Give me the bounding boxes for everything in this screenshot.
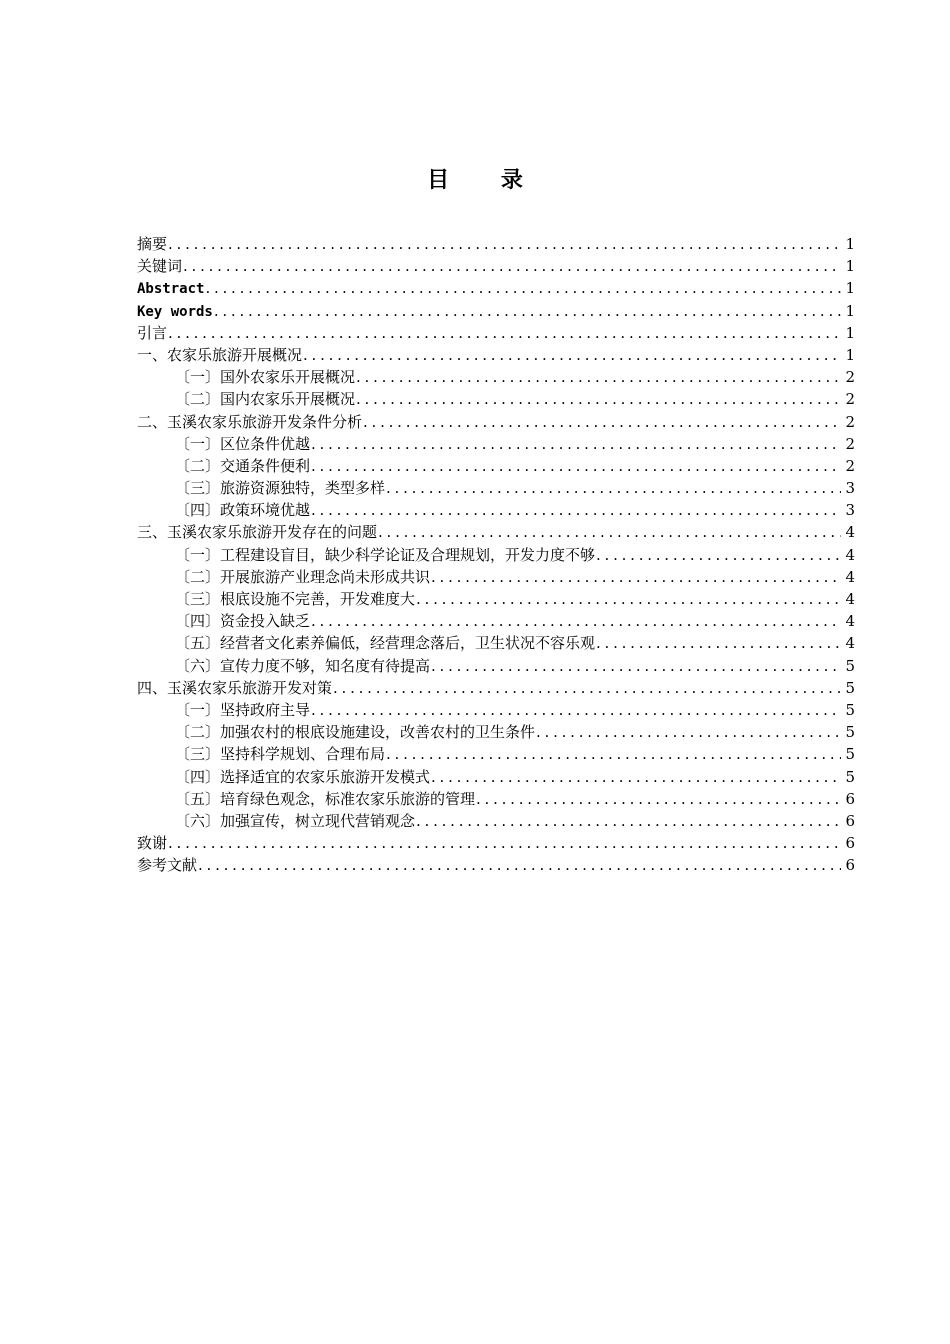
- toc-entry[interactable]: [137, 499, 855, 521]
- toc-dot-leader: [303, 344, 841, 366]
- toc-title: 目 录: [427, 168, 545, 193]
- toc-entry[interactable]: [137, 766, 855, 788]
- toc-entry-page-number: 1: [845, 323, 855, 342]
- toc-entry-page-number: 5: [845, 745, 855, 764]
- toc-dot-leader: [214, 300, 842, 322]
- toc-entry-page-number: 5: [845, 767, 855, 786]
- toc-entry[interactable]: [137, 544, 855, 566]
- toc-dot-leader: [168, 233, 841, 255]
- toc-entry-page-number: 4: [845, 634, 855, 653]
- toc-entry-label: 〔二〕加强农村的根底设施建设，改善农村的卫生条件: [175, 723, 536, 742]
- toc-entry-label: 关键词: [137, 257, 183, 276]
- toc-dot-leader: [333, 677, 841, 699]
- toc-entry[interactable]: [137, 344, 855, 366]
- toc-dot-leader: [356, 366, 841, 388]
- toc-entry-label: 〔四〕选择适宜的农家乐旅游开发模式: [175, 767, 431, 786]
- toc-entry-label: 四、玉溪农家乐旅游开发对策: [137, 678, 333, 697]
- toc-dot-leader: [378, 521, 841, 543]
- toc-entry[interactable]: [137, 721, 855, 743]
- toc-entry[interactable]: [137, 277, 855, 299]
- toc-dot-leader: [198, 854, 841, 876]
- toc-list: [137, 233, 855, 876]
- toc-entry[interactable]: [137, 255, 855, 277]
- toc-dot-leader: [431, 566, 841, 588]
- toc-entry-page-number: 5: [845, 700, 855, 719]
- toc-entry[interactable]: [137, 588, 855, 610]
- toc-entry-label: 〔二〕交通条件便利: [175, 456, 311, 475]
- toc-entry[interactable]: [137, 477, 855, 499]
- toc-entry-label: 〔四〕资金投入缺乏: [175, 612, 311, 631]
- toc-entry-label: 一、农家乐旅游开展概况: [137, 345, 303, 364]
- toc-dot-leader: [431, 655, 841, 677]
- toc-entry-page-number: 6: [845, 811, 855, 830]
- toc-entry[interactable]: [137, 300, 855, 322]
- toc-dot-leader: [168, 322, 841, 344]
- toc-dot-leader: [311, 455, 841, 477]
- toc-entry-label: 〔五〕培育绿色观念，标准农家乐旅游的管理: [175, 789, 476, 808]
- toc-entry-page-number: 1: [845, 301, 855, 320]
- toc-entry-label: 〔三〕根底设施不完善，开发难度大: [175, 590, 416, 608]
- toc-entry-label: 二、玉溪农家乐旅游开发条件分析: [137, 412, 363, 431]
- toc-entry-page-number: 4: [845, 567, 855, 586]
- toc-entry[interactable]: [137, 521, 855, 543]
- toc-dot-leader: [476, 788, 841, 810]
- toc-entry[interactable]: [137, 832, 855, 854]
- toc-entry-page-number: 5: [845, 656, 855, 675]
- toc-entry-label: 摘要: [137, 235, 168, 253]
- toc-entry-label: 〔一〕坚持政府主导: [175, 700, 311, 719]
- toc-entry[interactable]: [137, 233, 855, 255]
- toc-entry[interactable]: [137, 433, 855, 455]
- toc-entry[interactable]: [137, 677, 855, 699]
- toc-entry-label: 引言: [137, 323, 168, 342]
- toc-dot-leader: [416, 588, 841, 610]
- toc-entry-label: 〔一〕国外农家乐开展概况: [175, 368, 356, 387]
- toc-dot-leader: [596, 632, 841, 654]
- toc-entry-label: 参考文献: [137, 856, 198, 875]
- toc-entry-page-number: 6: [845, 789, 855, 808]
- toc-entry-label: 〔四〕政策环境优越: [175, 501, 311, 520]
- toc-entry-page-number: 4: [845, 612, 855, 631]
- toc-dot-leader: [205, 277, 841, 299]
- toc-entry-label: 〔六〕加强宣传，树立现代营销观念: [175, 811, 416, 830]
- toc-dot-leader: [416, 810, 841, 832]
- toc-entry-page-number: 4: [845, 590, 855, 608]
- toc-entry-label: 〔二〕国内农家乐开展概况: [175, 390, 356, 409]
- toc-dot-leader: [311, 699, 841, 721]
- toc-entry[interactable]: [137, 743, 855, 765]
- toc-entry-label: 〔三〕坚持科学规划、合理布局: [175, 745, 386, 764]
- toc-entry-page-number: 1: [845, 257, 855, 276]
- toc-entry[interactable]: [137, 854, 855, 876]
- toc-dot-leader: [311, 433, 841, 455]
- toc-entry-page-number: 4: [845, 545, 855, 564]
- toc-entry[interactable]: [137, 655, 855, 677]
- toc-entry-page-number: 1: [845, 235, 855, 253]
- toc-entry[interactable]: [137, 810, 855, 832]
- toc-dot-leader: [311, 499, 841, 521]
- toc-entry-label: 三、玉溪农家乐旅游开发存在的问题: [137, 523, 378, 542]
- toc-entry-page-number: 2: [845, 434, 855, 453]
- toc-entry[interactable]: [137, 366, 855, 388]
- toc-entry-page-number: 1: [845, 279, 855, 298]
- toc-entry-label: 〔五〕经营者文化素养偏低，经营理念落后，卫生状况不容乐观: [175, 634, 596, 653]
- toc-dot-leader: [168, 832, 841, 854]
- toc-dot-leader: [183, 255, 841, 277]
- toc-entry-page-number: 6: [845, 856, 855, 875]
- toc-entry-page-number: 3: [845, 479, 855, 498]
- toc-entry-page-number: 5: [845, 723, 855, 742]
- toc-entry[interactable]: [137, 566, 855, 588]
- toc-entry[interactable]: [137, 455, 855, 477]
- toc-entry-page-number: 2: [845, 456, 855, 475]
- toc-dot-leader: [356, 388, 841, 410]
- toc-entry-page-number: 1: [845, 345, 855, 364]
- toc-entry-label: Key words: [137, 303, 213, 320]
- toc-dot-leader: [311, 610, 841, 632]
- toc-entry[interactable]: [137, 322, 855, 344]
- toc-entry[interactable]: [137, 388, 855, 410]
- toc-entry-label: 〔六〕宣传力度不够，知名度有待提高: [175, 656, 431, 675]
- toc-dot-leader: [596, 544, 841, 566]
- toc-dot-leader: [363, 411, 841, 433]
- toc-entry-page-number: 4: [845, 523, 855, 542]
- toc-dot-leader: [386, 477, 841, 499]
- toc-entry[interactable]: [137, 411, 855, 433]
- toc-entry-page-number: 5: [845, 678, 855, 697]
- toc-entry-label: Abstract: [137, 281, 205, 298]
- toc-entry[interactable]: [137, 699, 855, 721]
- toc-entry-page-number: 2: [845, 412, 855, 431]
- toc-dot-leader: [536, 721, 841, 743]
- toc-entry-page-number: 2: [845, 390, 855, 409]
- toc-dot-leader: [386, 743, 841, 765]
- toc-entry-label: 〔三〕旅游资源独特，类型多样: [175, 479, 386, 498]
- toc-entry-page-number: 2: [845, 368, 855, 387]
- toc-entry[interactable]: [137, 788, 855, 810]
- toc-entry-label: 〔二〕开展旅游产业理念尚未形成共识: [175, 567, 431, 586]
- toc-entry-label: 〔一〕工程建设盲目，缺少科学论证及合理规划，开发力度不够: [175, 545, 596, 564]
- toc-entry[interactable]: [137, 610, 855, 632]
- toc-entry-page-number: 6: [845, 834, 855, 853]
- toc-entry[interactable]: [137, 632, 855, 654]
- toc-entry-page-number: 3: [845, 501, 855, 520]
- toc-entry-label: 〔一〕区位条件优越: [175, 434, 311, 453]
- toc-entry-label: 致谢: [137, 834, 168, 853]
- toc-dot-leader: [431, 766, 841, 788]
